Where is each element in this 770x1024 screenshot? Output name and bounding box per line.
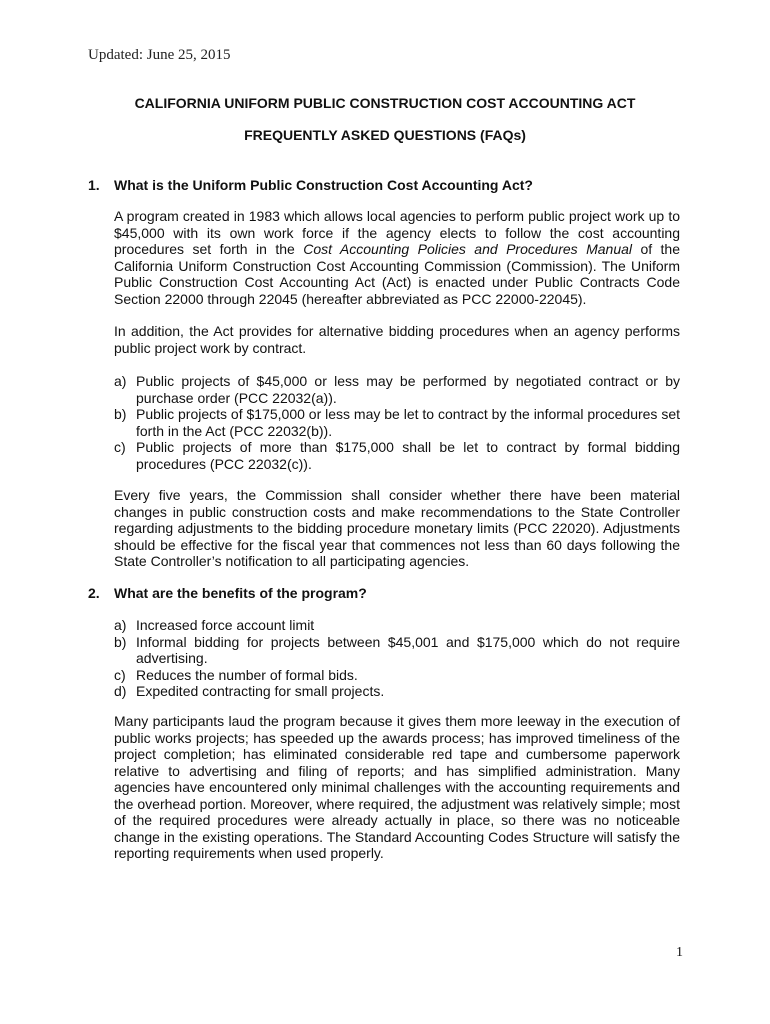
list-item [114, 373, 680, 406]
list-item-text: Informal bidding for projects between $45,001 and $175,000 which do not require advertising. [136, 633, 680, 666]
list-item [114, 617, 680, 634]
list-item-text: Reduces the number of formal bids. [136, 666, 358, 683]
q1-paragraph-2: In addition, the Act provides for alternative bidding procedures when an agency performs public project work by contract. [114, 323, 680, 356]
list-marker: c) [114, 666, 126, 683]
question-number: 1. [88, 177, 100, 193]
page-number: 1 [676, 945, 683, 960]
list-marker: b) [114, 406, 127, 422]
list-marker: b) [114, 633, 127, 650]
list-item-text: Public projects of $175,000 or less may be let to contract by the informal procedures set forth in the Act (PCC 22032(b)). [136, 406, 680, 439]
question-2-heading [88, 585, 367, 601]
q2-paragraph-1: Many participants laud the program because it gives them more leeway in the execution of public works projects; has speeded up the awards process; has improved timeliness of the project completion; has eliminated considerable red tape and cumbersome paperwork relative to advertising and filing of reports; and has simplified administration. Many agencies have encountered only minimal challenges with the accounting requirements and the overhead portion. Moreover, where required, the adjustment was relatively simple; most of the required procedures were already actually in place, so there was no noticeable change in the existing operations. The Standard Accounting Codes Structure will satisfy the reporting requirements when used properly. [114, 713, 680, 861]
list-item [114, 634, 680, 667]
q1-paragraph-1 [114, 208, 680, 307]
document-subtitle: FREQUENTLY ASKED QUESTIONS (FAQs) [244, 127, 526, 143]
updated-date: Updated: June 25, 2015 [88, 47, 231, 63]
question-1-heading [88, 177, 533, 193]
q1-p1-text-a: A program created in 1983 which allows local agencies to perform public project work up to $45,000 with its own work force if the agency elects to follow the cost accounting procedures set forth in the [114, 208, 680, 257]
list-item [114, 406, 680, 439]
q2-list [114, 617, 680, 700]
question-number: 2. [88, 585, 100, 601]
manual-title: Cost Accounting Policies and Procedures Manual [303, 241, 633, 257]
list-item [114, 683, 680, 700]
q1-paragraph-3: Every five years, the Commission shall consider whether there have been material changes in public construction costs and make recommendations to the State Controller regarding adjustments to the bidding procedure monetary limits (PCC 22020). Adjustments should be effective for the fiscal year that commences not less than 60 days following the State Controller’s notification to all participating agencies. [114, 487, 680, 569]
list-item [114, 439, 680, 472]
q1-p1-text-b: of the California Uniform Construction Cost Accounting Commission (Commission). The Uniform Public Construction Cost Accounting Act (Act) is enacted under Public Contracts Code Section 22000 through 22045 (hereafter abbreviated as PCC 22000-22045). [114, 241, 681, 307]
list-item-text: Public projects of $45,000 or less may be performed by negotiated contract or by purchase order (PCC 22032(a)). [136, 373, 680, 406]
list-marker: d) [114, 683, 127, 699]
question-text: What are the benefits of the program? [114, 585, 367, 601]
list-marker: c) [114, 439, 126, 455]
question-text: What is the Uniform Public Construction Cost Accounting Act? [114, 177, 533, 193]
document-title: CALIFORNIA UNIFORM PUBLIC CONSTRUCTION COST ACCOUNTING ACT [134, 95, 636, 111]
list-marker: a) [114, 617, 127, 633]
list-marker: a) [114, 373, 127, 389]
list-item [114, 667, 680, 684]
list-item-text: Expedited contracting for small projects. [136, 683, 385, 699]
list-item-text: Public projects of more than $175,000 shall be let to contract by formal bidding procedures (PCC 22032(c)). [136, 439, 680, 472]
list-item-text: Increased force account limit [136, 617, 315, 633]
q1-list [114, 373, 680, 472]
